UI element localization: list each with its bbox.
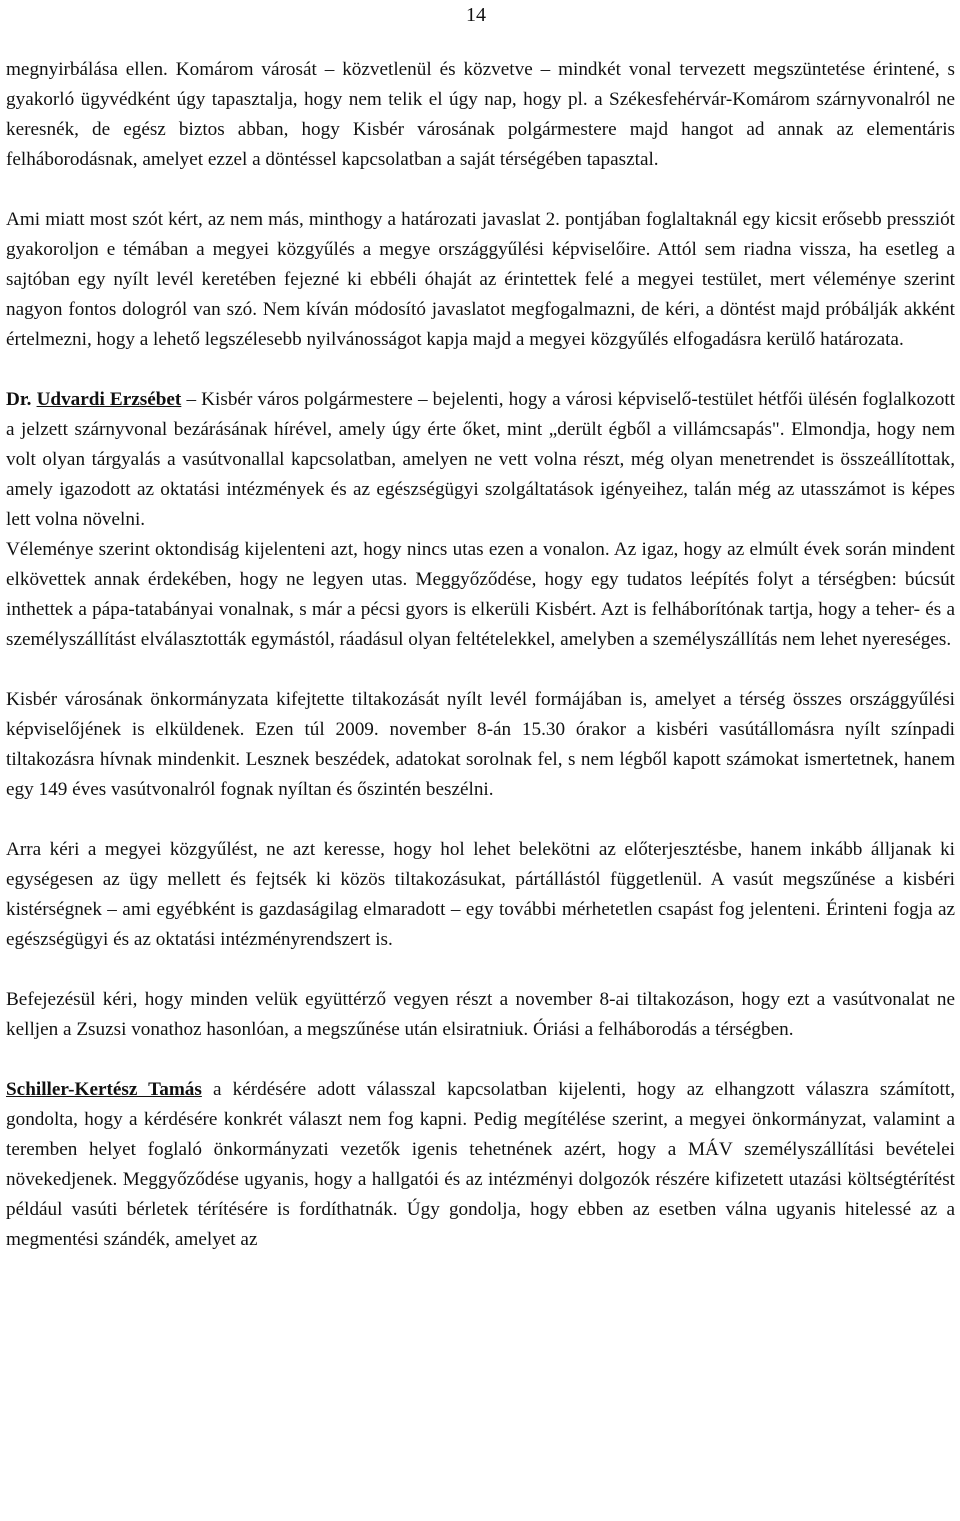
paragraph-1: megnyirbálása ellen. Komárom városát – közvetlenül és közvetve – mindkét vonal tervezett megszüntetése érintené, s gyakorló ügyvédként úgy tapasztalja, hogy nem telik el úgy nap, hogy pl. a Székesfehérvár-Komárom szárnyvonalról ne keresnék, de egész biztos abban, hogy Kisbér városának polgármestere majd hangot ad annak az elementáris felháborodásnak, amelyet ezzel a döntéssel kapcsolatban a saját térségében tapasztal. — [6, 59, 955, 170]
speaker-name-schiller: Schiller-Kertész Tamás — [6, 1079, 202, 1100]
speaker-title: Dr. — [6, 389, 32, 410]
paragraph-6: Arra kéri a megyei közgyűlést, ne azt keresse, hogy hol lehet belekötni az előterjesztésbe, hanem inkább álljanak ki egységesen az ügy mellett és fejtsék ki közös tiltakozásukat, pártállástól függetlenül. A vasút megszűnése a kisbéri kistérségnek – ami egyébként is gazdaságilag elmaradott – egy további mérhetetlen csapást fog jelenteni. Érinteni fogja az egészségügyi és az oktatási intézményrendszert is. — [6, 839, 955, 950]
paragraph-7: Befejezésül kéri, hogy minden velük együttérző vegyen részt a november 8-ai tiltakozáson, hogy ezt a vasútvonalat ne kelljen a Zsuzsi vonathoz hasonlóan, a megszűnése után elsiratniuk. Óriási a felháborodás a térségben. — [6, 989, 955, 1040]
document-body — [6, 55, 955, 1255]
paragraph-2: Ami miatt most szót kért, az nem más, minthogy a határozati javaslat 2. pontjában foglaltaknál egy kicsit erősebb pressziót gyakoroljon e témában a megyei közgyűlés a megye országgyűlési képviselőire. Attól sem riadna vissza, ha esetleg a sajtóban egy nyílt levél keretében fejezné ki ebbéli óhaját az érintettek felé a megyei testület, mert véleménye szerint nagyon fontos dologról van szó. Nem kíván módosító javaslatot megfogalmazni, de kéri, a döntést majd próbálják akként értelmezni, hogy a lehető legszélesebb nyilvánosságot kapja majd a megyei közgyűlés elfogadásra kerülő határozata. — [6, 209, 955, 350]
paragraph-8 — [6, 1075, 955, 1255]
paragraph-3 — [6, 385, 955, 535]
paragraph-4: Véleménye szerint oktondiság kijelenteni azt, hogy nincs utas ezen a vonalon. Az igaz, hogy az elmúlt évek során mindent elkövettek annak érdekében, hogy ne legyen utas. Meggyőződése, hogy egy tudatos leépítés folyt a térségben: búcsút inthettek a pápa-tatabányai vonalnak, s már a pécsi gyors is elkerüli Kisbért. Azt is felháborítónak tartja, hogy a teher- és a személyszállítást elválasztották egymástól, ráadásul olyan feltételekkel, amelyben a személyszállítás nem lehet nyereséges. — [6, 539, 955, 650]
paragraph-5: Kisbér városának önkormányzata kifejtette tiltakozását nyílt levél formájában is, amelyet a térség összes országgyűlési képviselőjének is elküldenek. Ezen túl 2009. november 8-án 15.30 órakor a kisbéri vasútállomásra nyílt színpadi tiltakozásra hívnak mindenkit. Lesznek beszédek, adatokat sorolnak fel, s nem légből kapott számokat ismertetnek, hanem egy 149 éves vasútvonalról fognak nyíltan és őszintén beszélni. — [6, 689, 955, 800]
speaker-name-udvardi: Udvardi Erzsébet — [36, 389, 182, 410]
page-number: 14 — [466, 4, 486, 26]
paragraph-3-text: – Kisbér város polgármestere – bejelenti, hogy a városi képviselő-testület hétfői ülésén foglalkozott a jelzett szárnyvonal bezárásának hírével, amely úgy érte őket, mint „derült égből a villámcsapás". Elmondja, hogy nem volt olyan tárgyalás a vasútvonallal kapcsolatban, amelyen ne vett volna részt, még olyan menetrendet is összeállítottak, amely igazodott az oktatási intézmények és az egészségügyi szolgáltatások igényeihez, talán még az utasszámot is képes lett volna növelni. — [6, 389, 956, 530]
paragraph-8-text: a kérdésére adott válasszal kapcsolatban kijelenti, hogy az elhangzott válaszra számított, gondolta, hogy a kérdésére konkrét választ nem fog kapni. Pedig megítélése szerint, a megyei önkormányzat, valamint a teremben helyet foglaló önkormányzati vezetők igenis tehetnének azért, hogy a MÁV személyszállítási bevételei növekedjenek. Meggyőződése ugyanis, hogy a hallgatói és az intézményi dolgozók részére kifizetett utazási költségtérítést például vasúti bérletek térítésére is fordíthatnák. Úgy gondolja, hogy ebben az esetben válna ugyanis hitelessé az a megmentési szándék, amelyet az — [6, 1079, 955, 1250]
